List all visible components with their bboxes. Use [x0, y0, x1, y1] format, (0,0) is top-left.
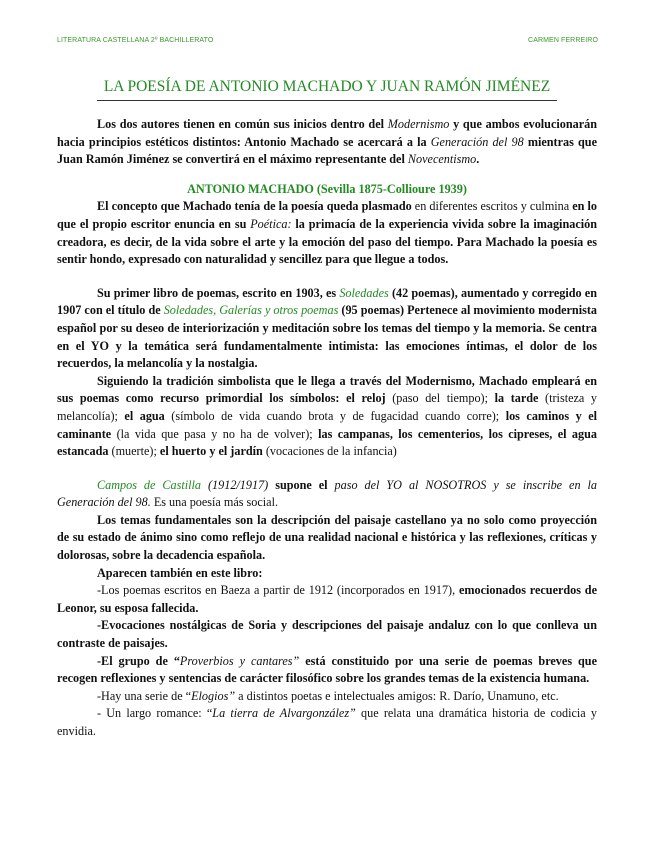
proverbios-item: -El grupo de “Proverbios y cantares” está constituido por una serie de poemas breves que recogen reflexiones y sentencias de carácter filosófico sobre los grandes temas de la existencia humana. — [57, 653, 597, 686]
title-underline — [97, 100, 557, 101]
baeza-item: -Los poemas escritos en Baeza a partir de 1912 (incorporados en 1917), emocionados recuerdos de Leonor, su esposa fallecida. — [57, 583, 597, 615]
evocaciones-item: -Evocaciones nostálgicas de Soria y descripciones del paisaje andaluz con lo que conlleva un contraste de paisajes. — [57, 618, 597, 651]
aparecen-paragraph: Aparecen también en este libro: — [97, 565, 263, 580]
page-title: LA POESÍA DE ANTONIO MACHADO Y JUAN RAMÓN JIMÉNEZ — [103, 78, 551, 95]
header-author: CARMEN FERREIRO — [528, 37, 598, 44]
temas-paragraph: Los temas fundamentales son la descripción del paisaje castellano ya no solo como proyección de su estado de ánimo sino como reflejo de una realidad nacional e histórica y las reflexiones, críticas y dolorosas, sobre la decadencia española. — [57, 512, 597, 563]
elogios-item: -Hay una serie de “Elogios” a distintos poetas e intelectuales amigos: R. Darío, Unamuno, etc. — [97, 688, 559, 703]
soledades-paragraph: Su primer libro de poemas, escrito en 1903, es Soledades (42 poemas), aumentado y corregido en 1907 con el título de Soledades, Galerías y otros poemas (95 poemas) Pertenece al movimiento modernista español por su deseo de interiorización y meditación sobre los temas del tiempo y la memoria. Se centra en el YO y la temática será fundamentalmente intimista: las emociones íntimas, el dolor de los recuerdos, la melancolía y la nostalgia. — [57, 285, 597, 371]
concepto-paragraph: El concepto que Machado tenía de la poesía queda plasmado en diferentes escritos y culmina en lo que el propio escritor enuncia en su Poética: la primacía de la experiencia vivida sobre la imaginación creadora, es decir, de la vida sobre el arte y la emoción del paso del tiempo. Para Machado la poesía es sentir hondo, expresado con naturalidad y sencillez para que llegue a todos. — [57, 199, 597, 267]
campos-paragraph: Campos de Castilla (1912/1917) supone el paso del YO al NOSOTROS y se inscribe en la Generación del 98. Es una poesía más social. — [57, 477, 598, 510]
romance-item: - Un largo romance: “La tierra de Alvargonzález” que relata una dramática historia de codicia y envidia. — [57, 706, 597, 738]
header-course: LITERATURA CASTELLANA 2º BACHILLERATO — [57, 37, 214, 44]
intro-paragraph: Los dos autores tienen en común sus inicios dentro del Modernismo y que ambos evolucionarán hacia principios estéticos distintos: Antonio Machado se acercará a la Generación del 98 mientras que Juan Ramón Jiménez se convertirá en el máximo representante del Novecentismo. — [57, 117, 597, 167]
section-heading-machado: ANTONIO MACHADO (Sevilla 1875-Collioure 1939) — [187, 181, 467, 196]
document-body — [57, 116, 597, 741]
simbolos-paragraph: Siguiendo la tradición simbolista que le llega a través del Modernismo, Machado empleará en sus poemas como recurso primordial los símbolos: el reloj (paso del tiempo); la tarde (tristeza y melancolía); el agua (símbolo de vida cuando brota y de fugacidad cuando corre); los caminos y el caminante (la vida que pasa y no ha de volver); las campanas, los cementerios, los cipreses, el agua estancada (muerte); el huerto y el jardín (vocaciones de la infancia) — [57, 373, 597, 459]
